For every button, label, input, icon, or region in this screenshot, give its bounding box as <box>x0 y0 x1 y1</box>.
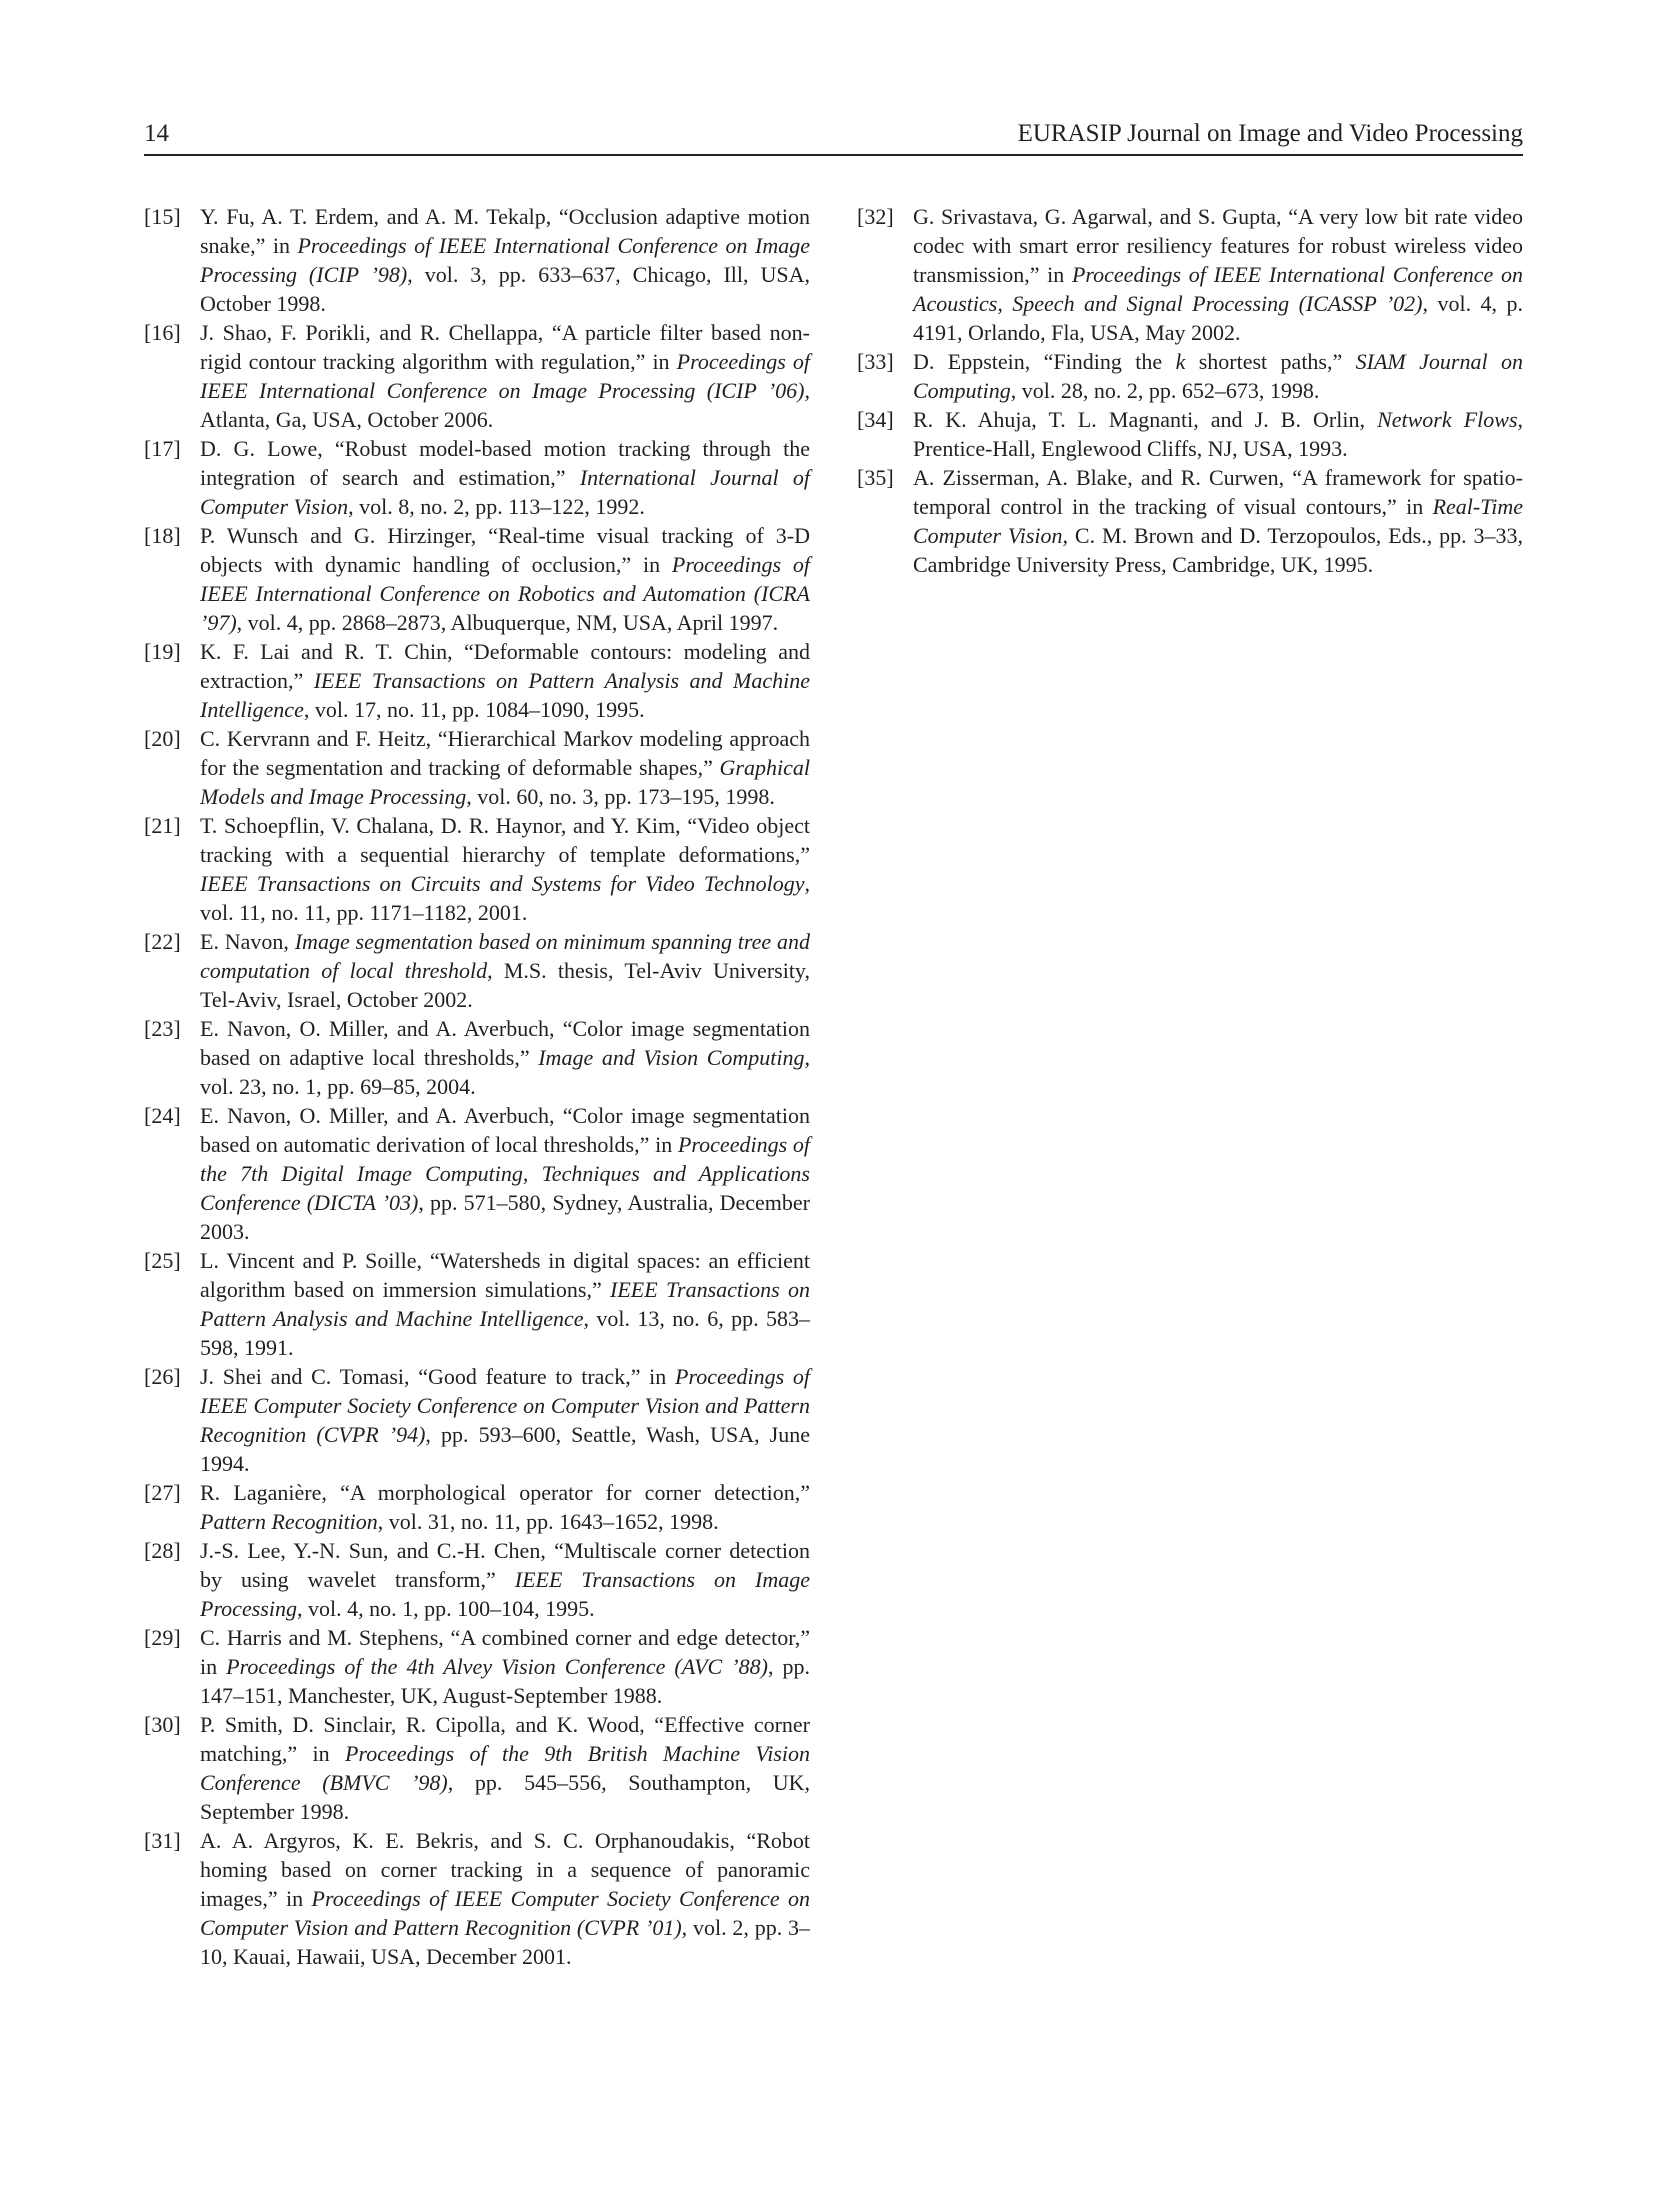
reference-text <box>913 405 1523 463</box>
reference-text <box>200 927 810 1014</box>
reference-segment: , vol. 17, no. 11, pp. 1084–1090, 1995. <box>303 697 645 722</box>
reference-text <box>200 1710 810 1826</box>
reference-segment: , pp. 571–580, Sydney, Australia, December 2003. <box>200 1190 810 1244</box>
reference-entry <box>144 1478 810 1536</box>
reference-text <box>913 202 1523 347</box>
reference-text <box>200 637 810 724</box>
reference-number: [33] <box>857 349 894 374</box>
reference-number: [19] <box>144 639 181 664</box>
reference-segment: , vol. 4, no. 1, pp. 100–104, 1995. <box>296 1596 595 1621</box>
reference-segment: , pp. 147–151, Manchester, UK, August-September 1988. <box>200 1654 810 1708</box>
reference-segment: K. F. Lai and R. T. Chin, “Deformable contours: modeling and extraction,” <box>200 639 810 693</box>
reference-entry <box>144 1014 810 1101</box>
reference-number: [29] <box>144 1625 181 1650</box>
reference-segment: A. A. Argyros, K. E. Bekris, and S. C. Orphanoudakis, “Robot homing based on corner tracking in a sequence of panoramic images,” in <box>200 1828 810 1911</box>
reference-italic-segment: Proceedings of the 9th British Machine Vision Conference (BMVC ’98) <box>200 1741 810 1795</box>
reference-number: [31] <box>144 1828 181 1853</box>
reference-number: [17] <box>144 436 181 461</box>
reference-entry <box>857 463 1523 579</box>
reference-text <box>200 434 810 521</box>
reference-segment: , vol. 28, no. 2, pp. 652–673, 1998. <box>1010 378 1320 403</box>
reference-number: [30] <box>144 1712 181 1737</box>
reference-entry <box>144 434 810 521</box>
reference-segment: J. Shei and C. Tomasi, “Good feature to track,” in <box>200 1364 676 1389</box>
reference-segment: , vol. 4, p. 4191, Orlando, Fla, USA, May 2002. <box>913 291 1523 345</box>
reference-italic-segment: SIAM Journal on Computing <box>913 349 1523 403</box>
reference-italic-segment: Real-Time Computer Vision <box>913 494 1523 548</box>
reference-entry <box>144 521 810 637</box>
reference-segment: , vol. 31, no. 11, pp. 1643–1652, 1998. <box>377 1509 719 1534</box>
reference-number: [26] <box>144 1364 181 1389</box>
reference-segment: , Atlanta, Ga, USA, October 2006. <box>200 378 810 432</box>
reference-segment: D. Eppstein, “Finding the <box>913 349 1176 374</box>
reference-italic-segment: Proceedings of the 4th Alvey Vision Conference (AVC ’88) <box>226 1654 768 1679</box>
reference-entry <box>144 1362 810 1478</box>
reference-number: [21] <box>144 813 181 838</box>
reference-segment: J.-S. Lee, Y.-N. Sun, and C.-H. Chen, “Multiscale corner detection by using wavelet transform,” <box>200 1538 810 1592</box>
reference-italic-segment: Proceedings of the 7th Digital Image Computing, Techniques and Applications Conference (DICTA ’03) <box>200 1132 811 1215</box>
reference-text <box>200 1478 810 1536</box>
page-number: 14 <box>144 120 169 147</box>
reference-entry <box>144 1826 810 1971</box>
reference-text <box>200 1826 810 1971</box>
reference-italic-segment: k <box>1175 349 1186 374</box>
reference-entry <box>144 927 810 1014</box>
reference-segment: , vol. 23, no. 1, pp. 69–85, 2004. <box>200 1045 810 1099</box>
reference-segment: C. Harris and M. Stephens, “A combined corner and edge detector,” in <box>200 1625 810 1679</box>
reference-italic-segment: Proceedings of IEEE International Conference on Image Processing (ICIP ’06) <box>200 349 811 403</box>
reference-segment: R. Laganière, “A morphological operator for corner detection,” <box>200 1480 810 1505</box>
reference-number: [28] <box>144 1538 181 1563</box>
reference-segment: L. Vincent and P. Soille, “Watersheds in digital spaces: an efficient algorithm based on immersion simulations,” <box>200 1248 810 1302</box>
reference-segment: , pp. 545–556, Southampton, UK, September 1998. <box>200 1770 810 1824</box>
reference-entry <box>144 1101 810 1246</box>
reference-segment: , Prentice-Hall, Englewood Cliffs, NJ, USA, 1993. <box>913 407 1524 461</box>
reference-text <box>200 521 810 637</box>
reference-entry <box>144 1536 810 1623</box>
reference-number: [23] <box>144 1016 181 1041</box>
reference-text <box>200 1101 810 1246</box>
reference-segment: , vol. 13, no. 6, pp. 583–598, 1991. <box>200 1306 810 1360</box>
reference-entry <box>144 1246 810 1362</box>
reference-italic-segment: IEEE Transactions on Image Processing <box>200 1567 810 1621</box>
reference-italic-segment: Network Flows <box>1377 407 1518 432</box>
reference-text <box>913 347 1523 405</box>
reference-italic-segment: Pattern Recognition <box>200 1509 378 1534</box>
reference-number: [35] <box>857 465 894 490</box>
reference-text <box>200 1246 810 1362</box>
journal-title: EURASIP Journal on Image and Video Processing <box>1017 120 1523 147</box>
reference-text <box>200 811 810 927</box>
reference-number: [25] <box>144 1248 181 1273</box>
reference-italic-segment: Image and Vision Computing <box>538 1045 805 1070</box>
reference-segment: G. Srivastava, G. Agarwal, and S. Gupta, “A very low bit rate video codec with smart error resiliency features for robust wireless video transmission,” in <box>913 204 1523 287</box>
reference-entry <box>857 202 1523 347</box>
reference-segment: P. Wunsch and G. Hirzinger, “Real-time visual tracking of 3-D objects with dynamic handling of occlusion,” in <box>200 523 810 577</box>
reference-italic-segment: Proceedings of IEEE International Conference on Acoustics, Speech and Signal Processing (ICASSP ’02) <box>913 262 1523 316</box>
reference-segment: C. Kervrann and F. Heitz, “Hierarchical Markov modeling approach for the segmentation and tracking of deformable shapes,” <box>200 726 810 780</box>
reference-segment: P. Smith, D. Sinclair, R. Cipolla, and K. Wood, “Effective corner matching,” in <box>200 1712 810 1766</box>
reference-segment: T. Schoepflin, V. Chalana, D. R. Haynor, and Y. Kim, “Video object tracking with a sequential hierarchy of template deformations,” <box>200 813 810 867</box>
reference-segment: A. Zisserman, A. Blake, and R. Curwen, “A framework for spatio-temporal control in the tracking of visual contours,” in <box>913 465 1523 519</box>
reference-italic-segment: IEEE Transactions on Pattern Analysis and Machine Intelligence <box>200 668 810 722</box>
reference-entry <box>857 347 1523 405</box>
reference-italic-segment: IEEE Transactions on Circuits and Systems for Video Technology <box>200 871 805 896</box>
reference-entry <box>144 724 810 811</box>
reference-segment: , vol. 11, no. 11, pp. 1171–1182, 2001. <box>200 871 810 925</box>
reference-segment: E. Navon, O. Miller, and A. Averbuch, “Color image segmentation based on adaptive local thresholds,” <box>200 1016 810 1070</box>
reference-italic-segment: Proceedings of IEEE International Conference on Robotics and Automation (ICRA ’97) <box>200 552 810 635</box>
reference-entry <box>144 202 810 318</box>
reference-text <box>200 1536 810 1623</box>
references-column-right <box>857 202 1523 579</box>
reference-segment: shortest paths,” <box>1185 349 1356 374</box>
reference-number: [18] <box>144 523 181 548</box>
reference-text <box>200 1014 810 1101</box>
reference-segment: , vol. 8, no. 2, pp. 113–122, 1992. <box>348 494 645 519</box>
reference-segment: , vol. 2, pp. 3–10, Kauai, Hawaii, USA, December 2001. <box>200 1915 810 1969</box>
reference-entry <box>144 1710 810 1826</box>
reference-entry <box>144 811 810 927</box>
reference-entry <box>144 637 810 724</box>
reference-segment: E. Navon, <box>200 929 295 954</box>
reference-number: [34] <box>857 407 894 432</box>
reference-segment: D. G. Lowe, “Robust model-based motion tracking through the integration of search and estimation,” <box>200 436 810 490</box>
reference-italic-segment: Proceedings of IEEE Computer Society Conference on Computer Vision and Pattern Recognition (CVPR ’94) <box>200 1364 810 1447</box>
reference-italic-segment: Proceedings of IEEE Computer Society Conference on Computer Vision and Pattern Recognition (CVPR ’01) <box>200 1886 810 1940</box>
reference-text <box>200 1362 810 1478</box>
reference-segment: J. Shao, F. Porikli, and R. Chellappa, “A particle filter based non-rigid contour tracking algorithm with regulation,” in <box>200 320 810 374</box>
references-column-left <box>144 202 810 1971</box>
reference-number: [15] <box>144 204 181 229</box>
reference-number: [20] <box>144 726 181 751</box>
reference-italic-segment: IEEE Transactions on Pattern Analysis and Machine Intelligence <box>200 1277 810 1331</box>
reference-italic-segment: Proceedings of IEEE International Conference on Image Processing (ICIP ’98) <box>200 233 811 287</box>
reference-segment: , M.S. thesis, Tel-Aviv University, Tel-Aviv, Israel, October 2002. <box>200 958 810 1012</box>
reference-segment: , pp. 593–600, Seattle, Wash, USA, June 1994. <box>200 1422 810 1476</box>
reference-segment: , vol. 3, pp. 633–637, Chicago, Ill, USA, October 1998. <box>200 262 810 316</box>
reference-entry <box>144 318 810 434</box>
reference-segment: Y. Fu, A. T. Erdem, and A. M. Tekalp, “Occlusion adaptive motion snake,” in <box>200 204 810 258</box>
reference-number: [16] <box>144 320 181 345</box>
reference-entry <box>857 405 1523 463</box>
reference-number: [22] <box>144 929 181 954</box>
reference-text <box>200 1623 810 1710</box>
reference-segment: R. K. Ahuja, T. L. Magnanti, and J. B. Orlin, <box>913 407 1378 432</box>
page-header <box>144 118 1523 156</box>
reference-italic-segment: Graphical Models and Image Processing <box>200 755 810 809</box>
reference-segment: , vol. 60, no. 3, pp. 173–195, 1998. <box>466 784 775 809</box>
reference-italic-segment: International Journal of Computer Vision <box>200 465 810 519</box>
reference-number: [32] <box>857 204 894 229</box>
reference-text <box>200 724 810 811</box>
reference-segment: E. Navon, O. Miller, and A. Averbuch, “Color image segmentation based on automatic derivation of local thresholds,” in <box>200 1103 810 1157</box>
reference-segment: , vol. 4, pp. 2868–2873, Albuquerque, NM, USA, April 1997. <box>236 610 779 635</box>
reference-number: [24] <box>144 1103 181 1128</box>
reference-segment: , C. M. Brown and D. Terzopoulos, Eds., pp. 3–33, Cambridge University Press, Cambridge, UK, 1995. <box>913 523 1524 577</box>
reference-text <box>200 202 810 318</box>
reference-text <box>200 318 810 434</box>
reference-number: [27] <box>144 1480 181 1505</box>
reference-entry <box>144 1623 810 1710</box>
reference-text <box>913 463 1523 579</box>
reference-italic-segment: Image segmentation based on minimum spanning tree and computation of local threshold <box>200 929 811 983</box>
